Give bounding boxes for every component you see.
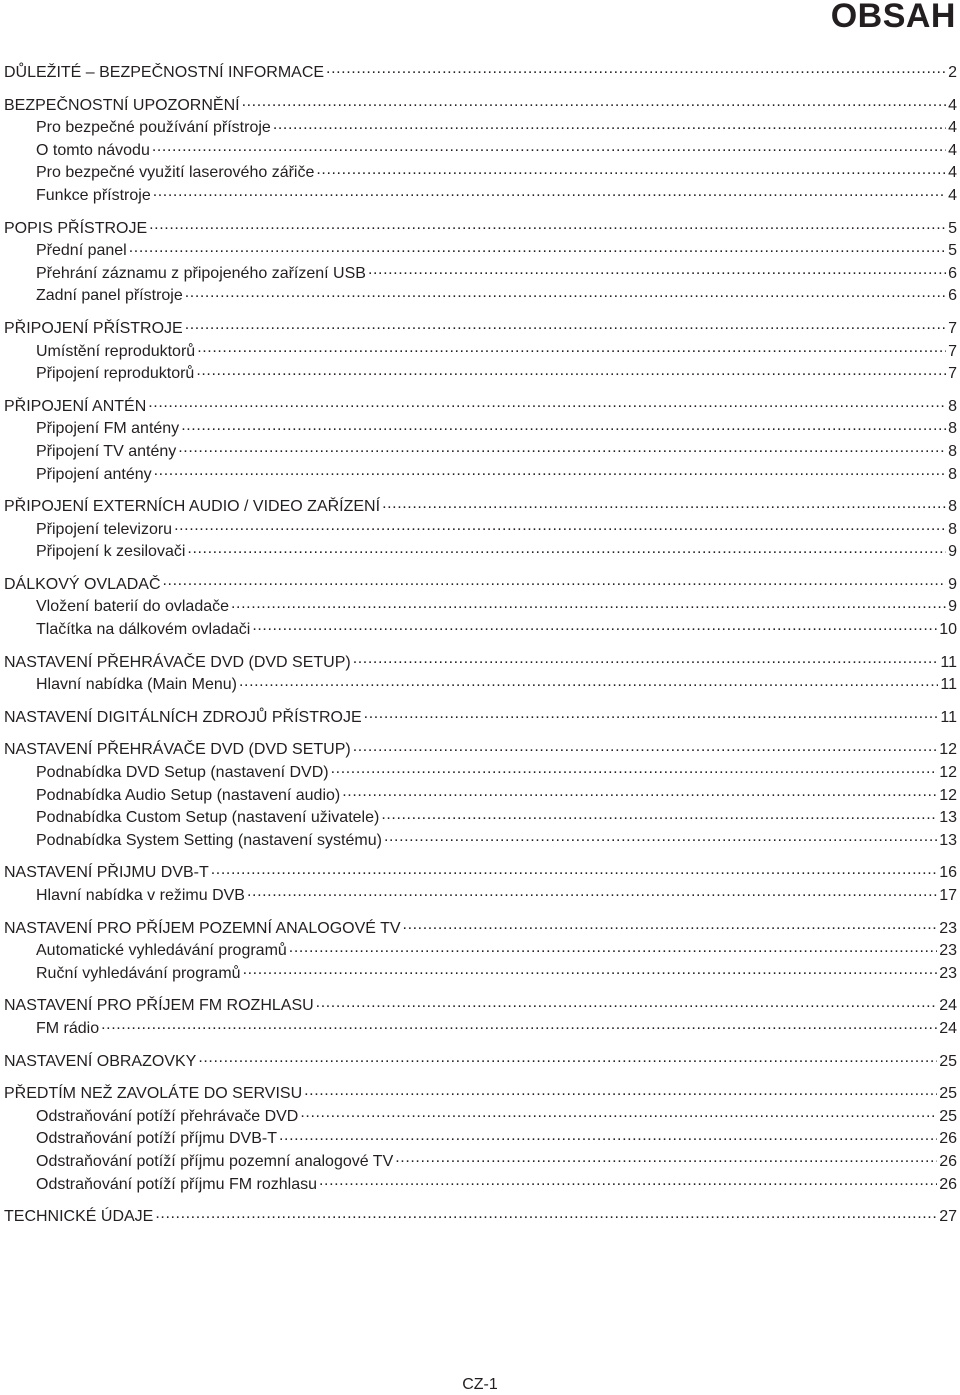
dot-leader — [101, 1017, 937, 1033]
toc-page-number: 4 — [948, 186, 957, 204]
dot-leader — [148, 395, 946, 411]
toc-section — [4, 573, 957, 641]
dot-leader — [153, 184, 946, 200]
page-title: OBSAH — [830, 0, 956, 35]
dot-leader — [316, 994, 938, 1010]
toc-entry-label: Vložení baterií do ovladače — [36, 598, 230, 616]
toc-page-number: 5 — [948, 242, 957, 260]
toc-entry-label: PŘIPOJENÍ PŘÍSTROJE — [4, 319, 183, 337]
toc-entry[interactable] — [4, 317, 957, 340]
toc-page-number: 9 — [948, 543, 957, 561]
toc-subentry[interactable] — [4, 1127, 957, 1150]
dot-leader — [231, 595, 946, 611]
toc-entry-label: Automatické vyhledávání programů — [36, 942, 287, 960]
toc-entry[interactable] — [4, 1082, 957, 1105]
table-of-contents — [4, 61, 957, 1238]
toc-subentry[interactable] — [4, 829, 957, 852]
dot-leader — [185, 284, 946, 300]
toc-page-number: 13 — [939, 831, 957, 849]
toc-section — [4, 706, 957, 729]
toc-subentry[interactable] — [4, 239, 957, 262]
dot-leader — [395, 1150, 937, 1166]
toc-subentry[interactable] — [4, 884, 957, 907]
toc-entry-label: Podnabídka DVD Setup (nastavení DVD) — [36, 764, 329, 782]
toc-entry-label: Pro bezpečné používání přístroje — [36, 119, 271, 137]
toc-page-number: 11 — [940, 708, 957, 726]
toc-entry[interactable] — [4, 861, 957, 884]
page-number-footer: CZ-1 — [462, 1376, 498, 1393]
toc-page-number: 23 — [939, 964, 957, 982]
toc-subentry[interactable] — [4, 463, 957, 486]
toc-entry-label: Odstraňování potíží příjmu pozemní analogové TV — [36, 1152, 394, 1170]
toc-section — [4, 1050, 957, 1073]
toc-entry-label: Přední panel — [36, 242, 127, 260]
toc-entry[interactable] — [4, 395, 957, 418]
toc-entry-label: Pro bezpečné využití laserového zářiče — [36, 164, 315, 182]
toc-page-number: 25 — [939, 1052, 957, 1070]
dot-leader — [300, 1105, 937, 1121]
toc-page-number: 12 — [939, 741, 957, 759]
toc-entry-label: NASTAVENÍ PRO PŘÍJEM POZEMNÍ ANALOGOVÉ TV — [4, 919, 401, 937]
toc-entry[interactable] — [4, 495, 957, 518]
toc-page-number: 5 — [948, 219, 957, 237]
toc-subentry[interactable] — [4, 440, 957, 463]
toc-page-number: 11 — [940, 653, 957, 671]
toc-entry-label: PŘEDTÍM NEŽ ZAVOLÁTE DO SERVISU — [4, 1085, 303, 1103]
toc-subentry[interactable] — [4, 161, 957, 184]
toc-entry-label: Funkce přístroje — [36, 186, 151, 204]
toc-entry[interactable] — [4, 917, 957, 940]
toc-subentry[interactable] — [4, 939, 957, 962]
toc-page-number: 26 — [939, 1175, 957, 1193]
dot-leader — [342, 784, 937, 800]
toc-page-number: 11 — [940, 676, 957, 694]
dot-leader — [353, 651, 939, 667]
dot-leader — [319, 1173, 937, 1189]
dot-leader — [181, 417, 946, 433]
toc-page-number: 12 — [939, 786, 957, 804]
toc-entry[interactable] — [4, 94, 957, 117]
toc-subentry[interactable] — [4, 1150, 957, 1173]
toc-page-number: 26 — [939, 1152, 957, 1170]
toc-section — [4, 917, 957, 985]
toc-page-number: 17 — [939, 887, 957, 904]
dot-leader — [174, 518, 946, 534]
toc-page-number: 23 — [939, 942, 957, 960]
toc-page-number: 8 — [948, 420, 957, 438]
toc-entry[interactable] — [4, 1205, 957, 1228]
toc-entry-label: Hlavní nabídka v režimu DVB — [36, 887, 245, 904]
toc-subentry[interactable] — [4, 1017, 957, 1040]
toc-entry-label: Podnabídka System Setting (nastavení systému) — [36, 831, 382, 849]
toc-page-number: 12 — [939, 764, 957, 782]
toc-entry[interactable] — [4, 573, 957, 596]
toc-subentry[interactable] — [4, 618, 957, 641]
toc-entry-label: BEZPEČNOSTNÍ UPOZORNĚNÍ — [4, 96, 240, 114]
toc-page-number: 8 — [948, 465, 957, 483]
toc-entry-label: NASTAVENÍ DIGITÁLNÍCH ZDROJŮ PŘÍSTROJE — [4, 708, 362, 726]
toc-page-number: 8 — [948, 520, 957, 538]
toc-section — [4, 861, 957, 906]
toc-subentry[interactable] — [4, 340, 957, 363]
toc-subentry[interactable] — [4, 761, 957, 784]
toc-section — [4, 1205, 957, 1228]
toc-page-number: 16 — [939, 864, 957, 882]
toc-page-number: 23 — [939, 919, 957, 937]
toc-subentry[interactable] — [4, 595, 957, 618]
toc-entry[interactable] — [4, 217, 957, 240]
toc-entry-label: Odstraňování potíží přehrávače DVD — [36, 1107, 299, 1125]
toc-entry-label: Připojení antény — [36, 465, 152, 483]
toc-page-number: 27 — [939, 1208, 957, 1226]
toc-page-number: 25 — [939, 1085, 957, 1103]
dot-leader — [382, 495, 946, 511]
toc-page-number: 8 — [948, 498, 957, 516]
toc-entry[interactable] — [4, 61, 957, 84]
toc-entry-label: Připojení TV antény — [36, 442, 177, 460]
toc-entry-label: Přehrání záznamu z připojeného zařízení USB — [36, 264, 366, 282]
toc-page-number: 9 — [948, 598, 957, 616]
toc-page-number: 10 — [939, 621, 957, 639]
dot-leader — [368, 262, 946, 278]
dot-leader — [384, 829, 937, 845]
toc-entry-label: Umístění reproduktorů — [36, 342, 196, 360]
toc-entry-label: Podnabídka Audio Setup (nastavení audio) — [36, 786, 341, 804]
toc-entry-label: O tomto návodu — [36, 141, 150, 159]
toc-page-number: 4 — [948, 164, 957, 182]
toc-subentry[interactable] — [4, 1105, 957, 1128]
dot-leader — [198, 1050, 937, 1066]
toc-subentry[interactable] — [4, 262, 957, 285]
toc-page-number: 6 — [948, 264, 957, 282]
toc-section — [4, 994, 957, 1039]
toc-section — [4, 217, 957, 307]
toc-entry-label: Připojení reproduktorů — [36, 365, 195, 383]
toc-entry-label: Připojení televizoru — [36, 520, 173, 538]
dot-leader — [197, 340, 946, 356]
toc-page-number: 4 — [948, 119, 957, 137]
toc-entry[interactable] — [4, 651, 957, 674]
dot-leader — [185, 317, 946, 333]
dot-leader — [243, 962, 938, 978]
toc-page-number: 24 — [939, 997, 957, 1015]
toc-subentry[interactable] — [4, 784, 957, 807]
toc-entry-label: POPIS PŘÍSTROJE — [4, 219, 148, 237]
toc-subentry[interactable] — [4, 184, 957, 207]
toc-entry-label: Hlavní nabídka (Main Menu) — [36, 676, 237, 694]
toc-page-number: 7 — [948, 342, 957, 360]
toc-entry-label: Odstraňování potíží příjmu DVB-T — [36, 1130, 277, 1148]
toc-subentry[interactable] — [4, 518, 957, 541]
toc-subentry[interactable] — [4, 806, 957, 829]
dot-leader — [304, 1082, 937, 1098]
dot-leader — [196, 362, 946, 378]
dot-leader — [381, 806, 937, 822]
dot-leader — [316, 161, 946, 177]
toc-entry-label: NASTAVENÍ PŘIJMU DVB-T — [4, 864, 209, 882]
toc-section — [4, 1082, 957, 1195]
toc-page-number: 24 — [939, 1019, 957, 1037]
toc-entry-label: Připojení k zesilovači — [36, 543, 186, 561]
toc-entry-label: NASTAVENÍ PŘEHRÁVAČE DVD (DVD SETUP) — [4, 653, 351, 671]
toc-entry-label: Ruční vyhledávání programů — [36, 964, 241, 982]
toc-page-number: 6 — [948, 287, 957, 305]
toc-entry-label: PŘIPOJENÍ EXTERNÍCH AUDIO / VIDEO ZAŘÍZENÍ — [4, 498, 381, 516]
toc-section — [4, 651, 957, 696]
toc-entry-label: Tlačítka na dálkovém ovladači — [36, 621, 251, 639]
dot-leader — [149, 217, 946, 233]
toc-entry-label: PŘIPOJENÍ ANTÉN — [4, 397, 147, 415]
toc-entry-label: NASTAVENÍ PŘEHRÁVAČE DVD (DVD SETUP) — [4, 741, 351, 759]
toc-page-number: 26 — [939, 1130, 957, 1148]
toc-entry[interactable] — [4, 738, 957, 761]
toc-entry-label: Zadní panel přístroje — [36, 287, 183, 305]
dot-leader — [273, 116, 946, 132]
toc-page-number: 7 — [948, 319, 957, 337]
toc-entry-label: FM rádio — [36, 1019, 100, 1037]
toc-subentry[interactable] — [4, 673, 957, 696]
toc-section — [4, 94, 957, 207]
dot-leader — [364, 706, 939, 722]
toc-section — [4, 317, 957, 385]
toc-entry-label: DÁLKOVÝ OVLADAČ — [4, 575, 161, 593]
dot-leader — [353, 738, 937, 754]
toc-entry-label: Odstraňování potíží příjmu FM rozhlasu — [36, 1175, 317, 1193]
toc-subentry[interactable] — [4, 284, 957, 307]
toc-page-number: 7 — [948, 365, 957, 383]
dot-leader — [163, 573, 947, 589]
toc-subentry[interactable] — [4, 962, 957, 985]
toc-subentry[interactable] — [4, 116, 957, 139]
dot-leader — [211, 861, 937, 877]
dot-leader — [129, 239, 946, 255]
toc-page-number: 8 — [948, 442, 957, 460]
dot-leader — [331, 761, 938, 777]
toc-subentry[interactable] — [4, 362, 957, 385]
dot-leader — [279, 1127, 937, 1143]
toc-page-number: 2 — [948, 64, 957, 81]
toc-page-number: 25 — [939, 1107, 957, 1125]
toc-section — [4, 61, 957, 84]
toc-page-number: 9 — [948, 575, 957, 593]
toc-section — [4, 495, 957, 563]
dot-leader — [187, 540, 946, 556]
toc-subentry[interactable] — [4, 540, 957, 563]
toc-section — [4, 738, 957, 851]
dot-leader — [252, 618, 937, 634]
dot-leader — [155, 1205, 937, 1221]
dot-leader — [242, 94, 947, 110]
toc-entry-label: DŮLEŽITÉ – BEZPEČNOSTNÍ INFORMACE — [4, 64, 325, 81]
dot-leader — [178, 440, 946, 456]
toc-entry-label: Připojení FM antény — [36, 420, 180, 438]
toc-entry-label: TECHNICKÉ ÚDAJE — [4, 1208, 154, 1226]
dot-leader — [239, 673, 938, 689]
dot-leader — [326, 61, 946, 77]
toc-entry-label: NASTAVENÍ PRO PŘÍJEM FM ROZHLASU — [4, 997, 314, 1015]
dot-leader — [403, 917, 938, 933]
toc-entry[interactable] — [4, 706, 957, 729]
toc-entry[interactable] — [4, 1050, 957, 1073]
toc-subentry[interactable] — [4, 139, 957, 162]
toc-entry-label: NASTAVENÍ OBRAZOVKY — [4, 1052, 197, 1070]
toc-page-number: 13 — [939, 809, 957, 827]
toc-section — [4, 395, 957, 485]
toc-entry[interactable] — [4, 994, 957, 1017]
toc-page-number: 8 — [948, 397, 957, 415]
toc-entry-label: Podnabídka Custom Setup (nastavení uživatele) — [36, 809, 380, 827]
toc-subentry[interactable] — [4, 417, 957, 440]
dot-leader — [154, 463, 946, 479]
toc-subentry[interactable] — [4, 1173, 957, 1196]
dot-leader — [289, 939, 937, 955]
dot-leader — [152, 139, 946, 155]
toc-page-number: 4 — [948, 96, 957, 114]
toc-page-number: 4 — [948, 141, 957, 159]
dot-leader — [247, 884, 937, 900]
